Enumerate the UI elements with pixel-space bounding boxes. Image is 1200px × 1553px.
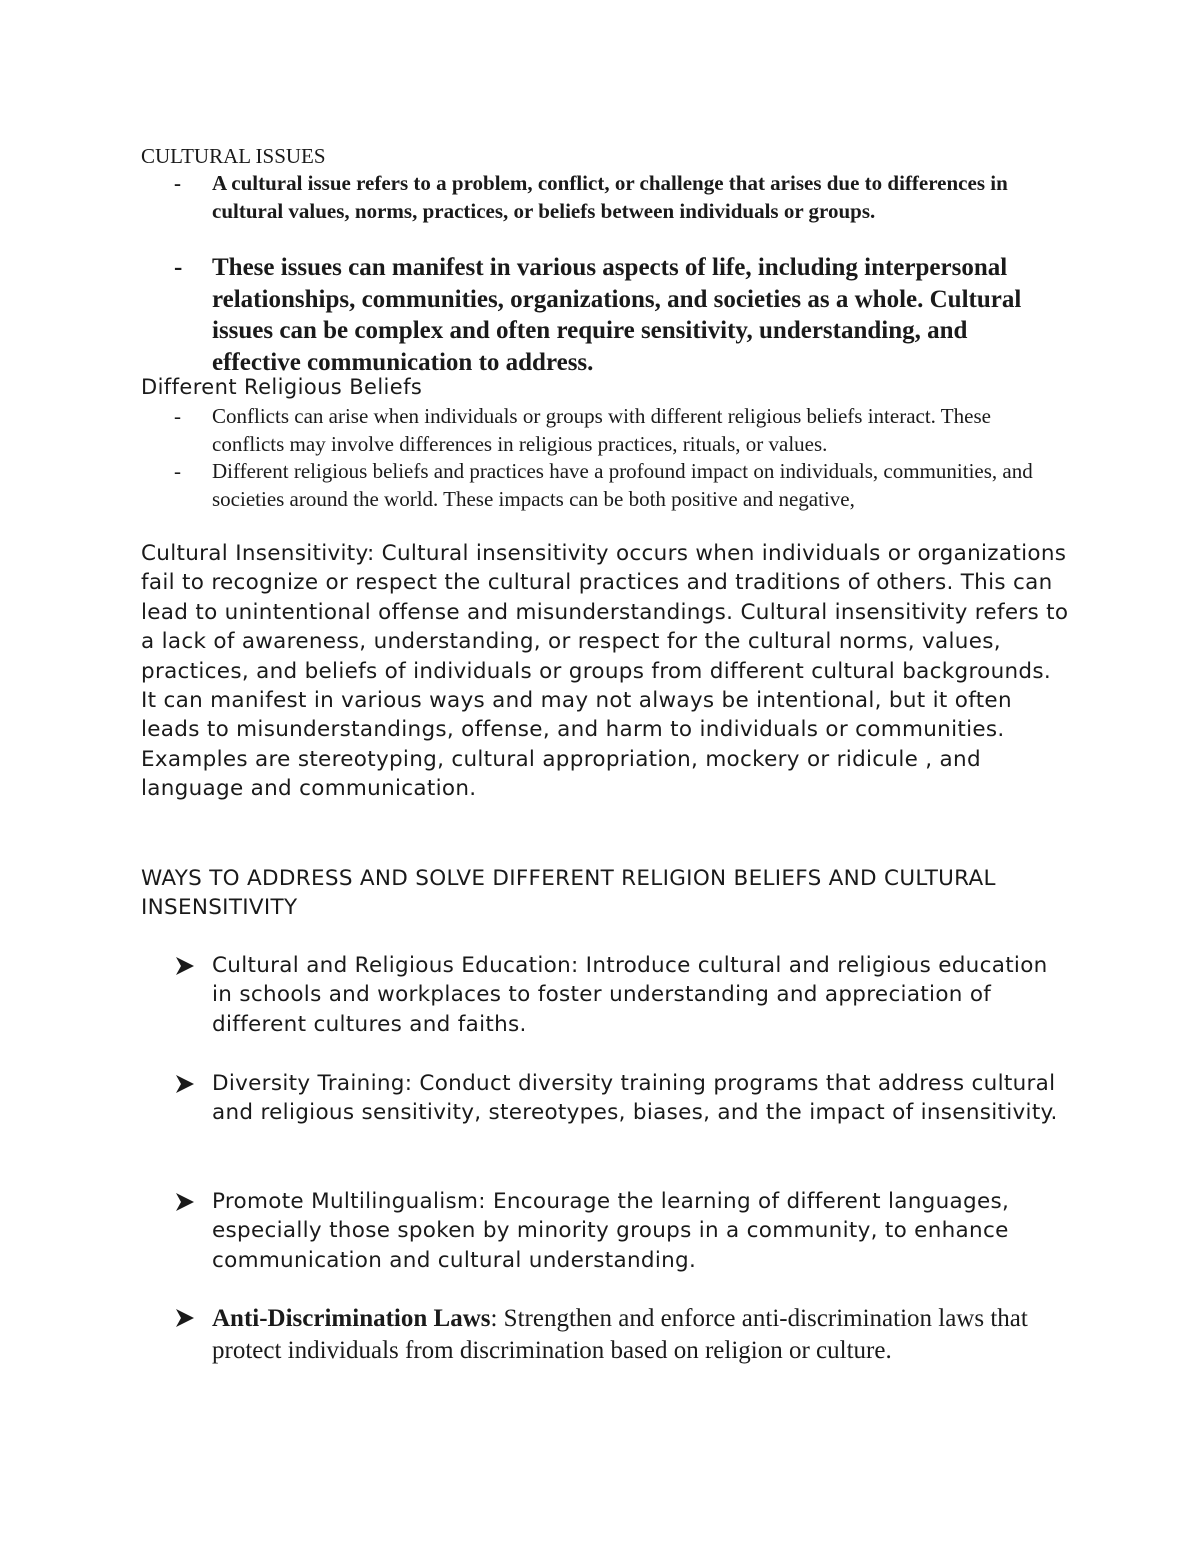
religious-beliefs-heading: Different Religious Beliefs	[141, 375, 423, 399]
arrowhead-bullet-icon	[174, 955, 196, 977]
religious-bullet-text: Conflicts can arise when individuals or groups with different religious beliefs interact. These conflicts may involve differences in religious practices, rituals, or values.	[212, 404, 991, 456]
arrowhead-bullet-icon	[174, 1073, 196, 1095]
ways-item-text: Promote Multilingualism: Encourage the learning of different languages, especially those spoken by minority groups in a community, to enhance communication and cultural understanding.	[212, 1189, 1010, 1273]
arrowhead-bullet-icon	[174, 1191, 196, 1213]
intro-bullet-text: These issues can manifest in various aspects of life, including interpersonal relationships, communities, organizations, and societies as a whole. Cultural issues can be complex and often require sensitivity, understanding, and effective communication to address.	[212, 254, 1022, 376]
document-title: CULTURAL ISSUES	[141, 144, 326, 168]
dash-marker: -	[174, 254, 183, 281]
intro-bullet-text: A cultural issue refers to a problem, conflict, or challenge that arises due to differences in cultural values, norms, practices, or beliefs between individuals or groups.	[212, 171, 1008, 223]
ways-item-text: Diversity Training: Conduct diversity training programs that address cultural and religious sensitivity, stereotypes, biases, and the impact of insensitivity.	[212, 1071, 1058, 1126]
ways-item-text: Cultural and Religious Education: Introduce cultural and religious education in schools and workplaces to foster understanding and appreciation of different cultures and faiths.	[212, 953, 1048, 1037]
ways-item-text: : Strengthen and enforce anti-discrimination laws that protect individuals from discrimination based on religion or culture.	[212, 1305, 1028, 1364]
ways-heading: WAYS TO ADDRESS AND SOLVE DIFFERENT RELIGION BELIEFS AND CULTURAL INSENSITIVITY	[141, 866, 996, 921]
religious-bullet-text: Different religious beliefs and practices have a profound impact on individuals, communities, and societies around the world. These impacts can be both positive and negative,	[212, 459, 1033, 511]
arrowhead-bullet-icon	[174, 1307, 196, 1329]
dash-marker: -	[174, 404, 181, 428]
dash-marker: -	[174, 171, 181, 195]
cultural-insensitivity-paragraph: Cultural Insensitivity: Cultural insensitivity occurs when individuals or organizations fail to recognize or respect the cultural practices and traditions of others. This can lead to unintentional offense and misunderstandings. Cultural insensitivity refers to a lack of awareness, understanding, or respect for the cultural norms, values, practices, and beliefs of individuals or groups from different cultural backgrounds. It can manifest in various ways and may not always be intentional, but it often leads to misunderstandings, offense, and harm to individuals or communities. Examples are stereotyping, cultural appropriation, mockery or ridicule , and language and communication.	[141, 541, 1069, 802]
ways-item-term: Anti-Discrimination Laws	[212, 1305, 491, 1332]
dash-marker: -	[174, 459, 181, 483]
ways-item-text-wrap	[212, 1303, 1062, 1366]
